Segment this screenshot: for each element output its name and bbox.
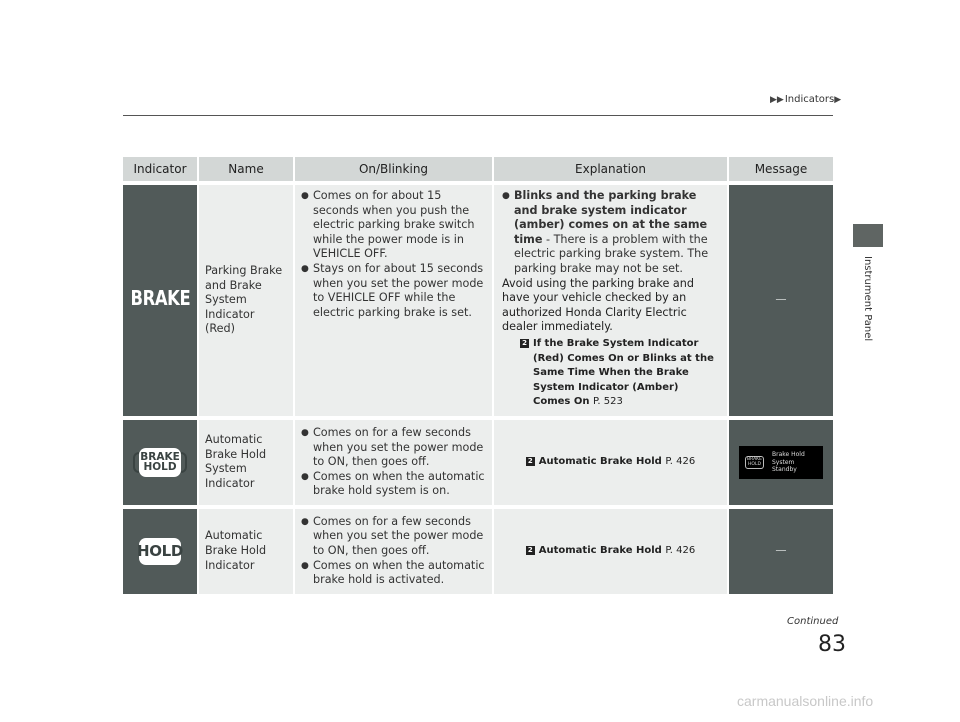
breadcrumb	[770, 94, 842, 105]
message-cell: —	[729, 185, 833, 416]
explanation-heading: Blinks and the parking brake and brake system indicator (amber) comes on at the same time	[514, 189, 708, 246]
list-item: ● Comes on for about 15 seconds when you push the electric parking brake switch while the power mode is in VEHICLE OFF.	[301, 189, 486, 262]
explanation-cell	[494, 420, 729, 505]
message-display	[739, 446, 823, 479]
breadcrumb-trail-arrow: ▶	[834, 94, 842, 105]
table-row	[123, 420, 833, 505]
reference-icon: 2	[520, 339, 529, 348]
on-blinking-cell	[295, 509, 494, 594]
reference-title: If the Brake System Indicator (Red) Comes On or Blinks at the Same Time When the Brake System Indicator (Amber) Comes On	[533, 337, 714, 408]
breadcrumb-section[interactable]: Indicators	[784, 94, 835, 105]
message-cell: —	[729, 509, 833, 594]
cross-reference[interactable]	[520, 337, 719, 410]
explanation-cell	[494, 185, 729, 416]
indicator-icon-cell	[123, 509, 199, 594]
explanation-text: - There is a problem with the electric parking brake system. The parking brake may not be set.	[514, 232, 709, 275]
list-item: ● Comes on when the automatic brake hold system is on.	[301, 470, 486, 499]
indicator-table	[123, 157, 833, 594]
list-item	[502, 189, 719, 277]
explanation-text-2: Avoid using the parking brake and have your vehicle checked by an authorized Honda Clarity Electric dealer immediately.	[502, 276, 694, 334]
message-cell	[729, 420, 833, 505]
cross-reference[interactable]	[502, 544, 719, 559]
list-item: ● Stays on for about 15 seconds when you set the power mode to VEHICLE OFF while the electric parking brake is set.	[301, 262, 486, 320]
page-number: 83	[818, 632, 846, 657]
header-on-blinking: On/Blinking	[295, 157, 494, 181]
brake-hold-icon: BRAKE HOLD	[139, 448, 181, 477]
explanation-cell	[494, 509, 729, 594]
list-item: ● Comes on for a few seconds when you set the power mode to ON, then goes off.	[301, 515, 486, 559]
header-explanation: Explanation	[494, 157, 729, 181]
reference-page: P. 426	[665, 545, 696, 557]
header-message: Message	[729, 157, 833, 181]
section-tab	[853, 224, 883, 247]
message-text: Brake Hold System Standby	[772, 451, 805, 474]
reference-title: Automatic Brake Hold	[538, 456, 662, 468]
indicator-name: Automatic Brake Hold System Indicator	[199, 420, 295, 505]
list-item: ● Comes on when the automatic brake hold is activated.	[301, 559, 486, 588]
header-divider	[123, 115, 833, 116]
list-item: ● Comes on for a few seconds when you set the power mode to ON, then goes off.	[301, 426, 486, 470]
table-row	[123, 185, 833, 416]
indicator-icon-cell	[123, 185, 199, 416]
reference-page: P. 426	[665, 456, 696, 468]
continued-label: Continued	[787, 616, 839, 627]
header-name: Name	[199, 157, 295, 181]
reference-title: Automatic Brake Hold	[538, 545, 662, 557]
indicator-icon-cell	[123, 420, 199, 505]
section-label: Instrument Panel	[862, 256, 873, 342]
table-header-row	[123, 157, 833, 181]
hold-icon: HOLD	[139, 538, 181, 565]
table-row	[123, 509, 833, 594]
watermark: carmanualsonline.info	[737, 693, 874, 709]
brake-hold-icon: BRAKE HOLD	[745, 456, 764, 469]
cross-reference[interactable]	[502, 455, 719, 470]
reference-icon: 2	[526, 546, 535, 555]
reference-icon: 2	[526, 457, 535, 466]
breadcrumb-arrows: ▶▶	[770, 94, 784, 105]
on-blinking-cell	[295, 420, 494, 505]
indicator-name: Parking Brake and Brake System Indicator (Red)	[199, 185, 295, 416]
header-indicator: Indicator	[123, 157, 199, 181]
on-blinking-cell	[295, 185, 494, 416]
reference-page: P. 523	[592, 396, 623, 408]
indicator-name: Automatic Brake Hold Indicator	[199, 509, 295, 594]
brake-icon: BRAKE	[130, 286, 190, 311]
